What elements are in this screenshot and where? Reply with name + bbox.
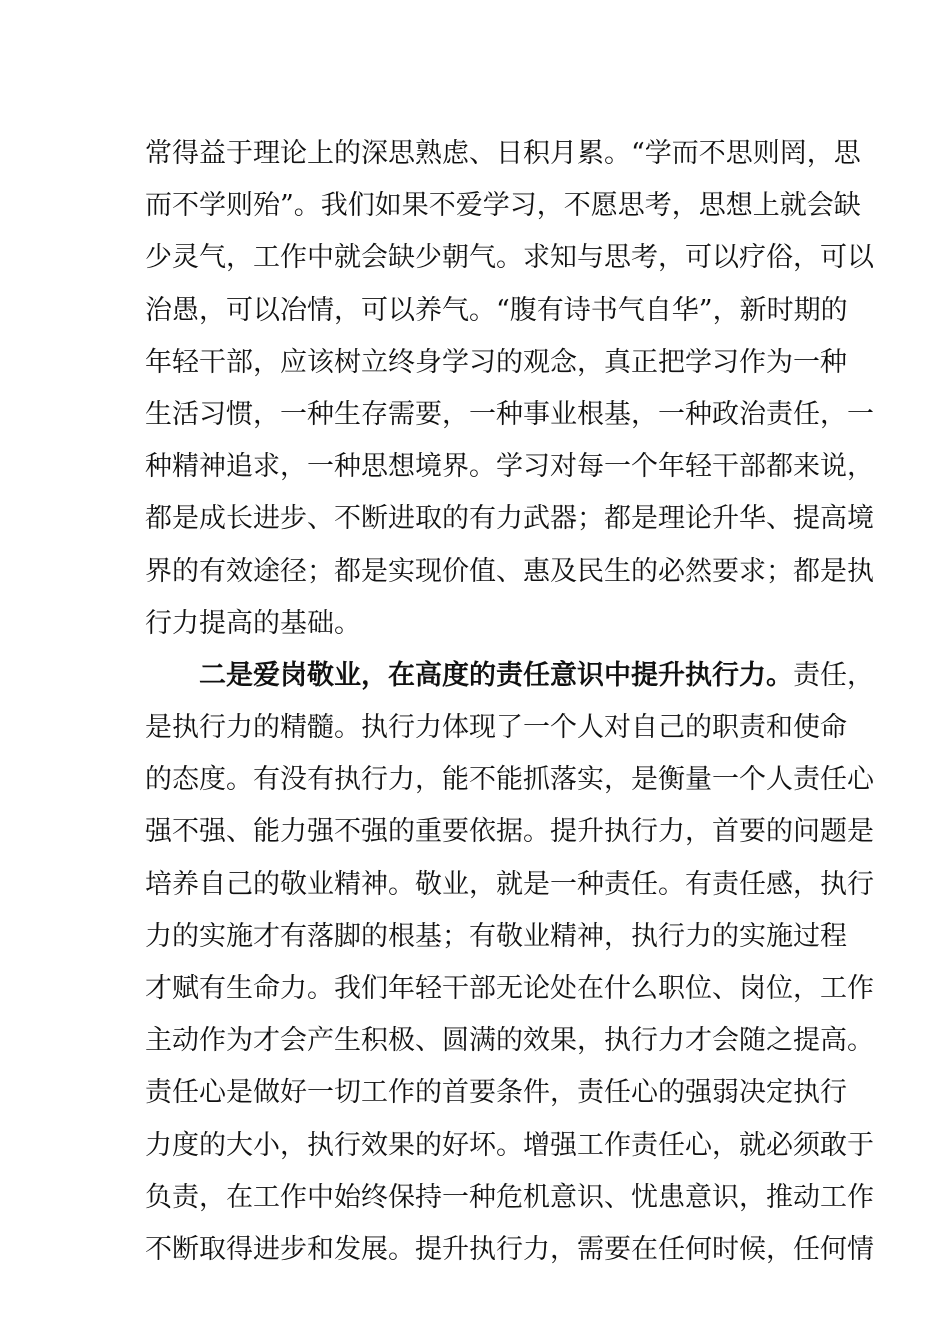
paragraph-first-line xyxy=(145,650,874,702)
text-line: 责任心是做好一切工作的首要条件，责任心的强弱决定执行 xyxy=(145,1077,847,1109)
text-line: 力的实施才有落脚的根基；有敬业精神，执行力的实施过程 xyxy=(145,920,847,952)
text-line: 的态度。有没有执行力，能不能抓落实，是衡量一个人责任心 xyxy=(145,764,874,796)
text-line: 主动作为才会产生积极、圆满的效果，执行力才会随之提高。 xyxy=(145,1025,874,1057)
text-line: 种精神追求，一种思想境界。学习对每一个年轻干部都来说， xyxy=(145,451,874,483)
text-line: 力度的大小，执行效果的好坏。增强工作责任心，就必须敢于 xyxy=(145,1129,874,1161)
paragraph-continued xyxy=(145,128,874,650)
text-line: 界的有效途径；都是实现价值、惠及民生的必然要求；都是执 xyxy=(145,555,874,587)
text-line: 年轻干部，应该树立终身学习的观念，真正把学习作为一种 xyxy=(145,346,847,378)
text-line: 行力提高的基础。 xyxy=(145,607,361,639)
text-line: 强不强、能力强不强的重要依据。提升执行力，首要的问题是 xyxy=(145,816,874,848)
text-line: 才赋有生命力。我们年轻干部无论处在什么职位、岗位，工作 xyxy=(145,973,874,1004)
text-line: 不断取得进步和发展。提升执行力，需要在任何时候，任何情 xyxy=(145,1233,874,1265)
document-body xyxy=(145,128,874,1276)
text-line-rest: 责任， xyxy=(793,659,874,691)
paragraph-heading: 二是爱岗敬业，在高度的责任意识中提升执行力。 xyxy=(199,659,793,691)
text-line: 少灵气，工作中就会缺少朝气。求知与思考，可以疗俗，可以 xyxy=(145,242,874,274)
text-line: 而不学则殆”。我们如果不爱学习，不愿思考，思想上就会缺 xyxy=(145,190,861,222)
text-line: 都是成长进步、不断进取的有力武器；都是理论升华、提高境 xyxy=(145,503,874,535)
paragraph-two xyxy=(145,650,874,1276)
text-line: 培养自己的敬业精神。敬业，就是一种责任。有责任感，执行 xyxy=(145,868,874,900)
text-line: 负责，在工作中始终保持一种危机意识、忧患意识，推动工作 xyxy=(145,1181,874,1213)
text-line: 治愚，可以冶情，可以养气。“腹有诗书气自华”，新时期的 xyxy=(145,294,848,326)
text-line: 常得益于理论上的深思熟虑、日积月累。“学而不思则罔，思 xyxy=(145,138,861,169)
text-line: 是执行力的精髓。执行力体现了一个人对自己的职责和使命 xyxy=(145,712,847,744)
text-line: 生活习惯，一种生存需要，一种事业根基，一种政治责任，一 xyxy=(145,398,874,430)
